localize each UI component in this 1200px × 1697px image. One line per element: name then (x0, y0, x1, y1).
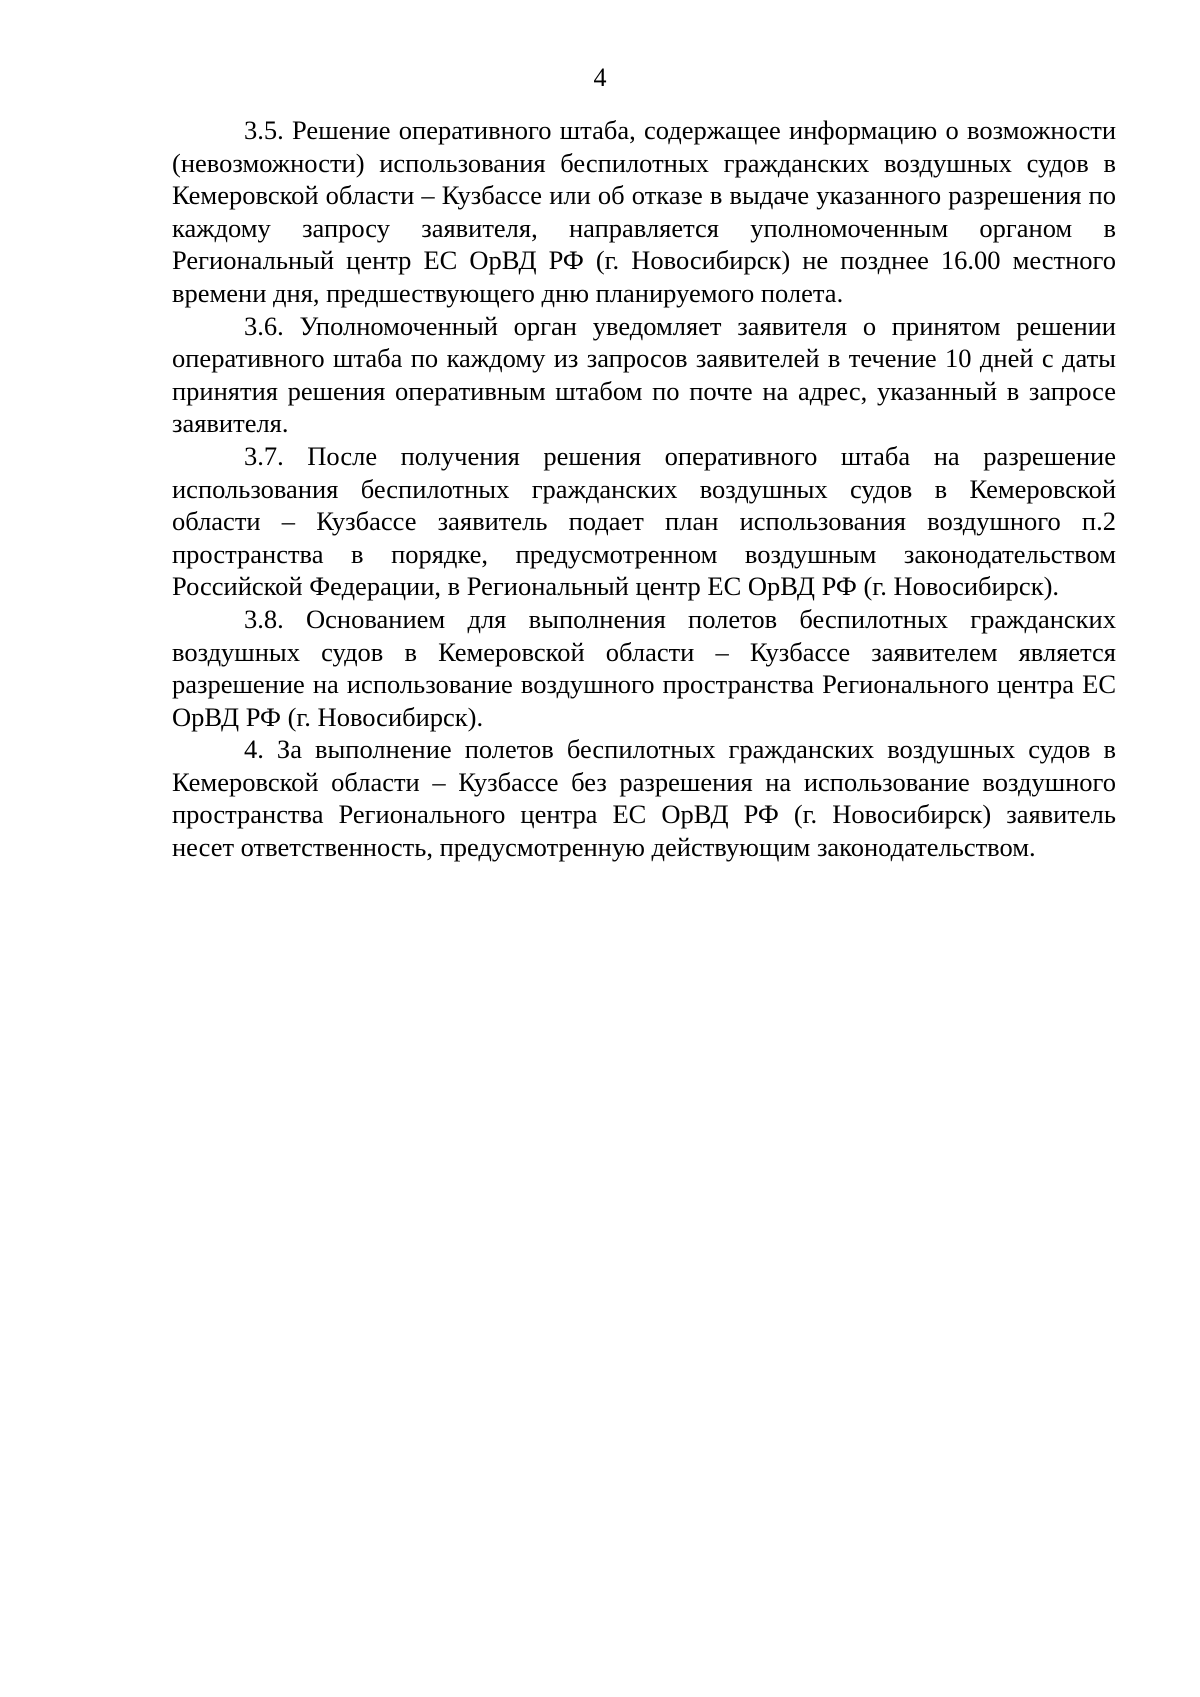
paragraph-3-8: 3.8. Основанием для выполнения полетов беспилотных гражданских воздушных судов в Кемеровской области – Кузбассе заявителем является разрешение на использование воздушного пространства Регионального центра ЕС ОрВД РФ (г. Новосибирск). (172, 603, 1116, 732)
page-number: 4 (593, 63, 607, 92)
paragraph-3-6: 3.6. Уполномоченный орган уведомляет заявителя о принятом решении оперативного штаба по каждому из запросов заявителей в течение 10 дней с даты принятия решения оперативным штабом по почте на адрес, указанный в запросе заявителя. (172, 310, 1116, 439)
paragraph-3-5: 3.5. Решение оперативного штаба, содержащее информацию о возможности (невозможности) использования беспилотных гражданских воздушных судов в Кемеровской области – Кузбассе или об отказе в выдаче указанного разрешения по каждому запросу заявителя, направляется уполномоченным органом в Региональный центр ЕС ОрВД РФ (г. Новосибирск) не позднее 16.00 местного времени дня, предшествующего дню планируемого полета. (172, 115, 1116, 308)
document-body (172, 114, 1116, 864)
paragraph-4: 4. За выполнение полетов беспилотных гражданских воздушных судов в Кемеровской области – Кузбассе без разрешения на использование воздушного пространства Регионального центра ЕС ОрВД РФ (г. Новосибирск) заявитель несет ответственность, предусмотренную действующим законодательством. (172, 734, 1116, 863)
paragraph-3-7: 3.7. После получения решения оперативного штаба на разрешение использования беспилотных гражданских воздушных судов в Кемеровской области – Кузбассе заявитель подает план использования воздушного п.2 пространства в порядке, предусмотренном воздушным законодательством Российской Федерации, в Региональный центр ЕС ОрВД РФ (г. Новосибирск). (172, 440, 1116, 602)
